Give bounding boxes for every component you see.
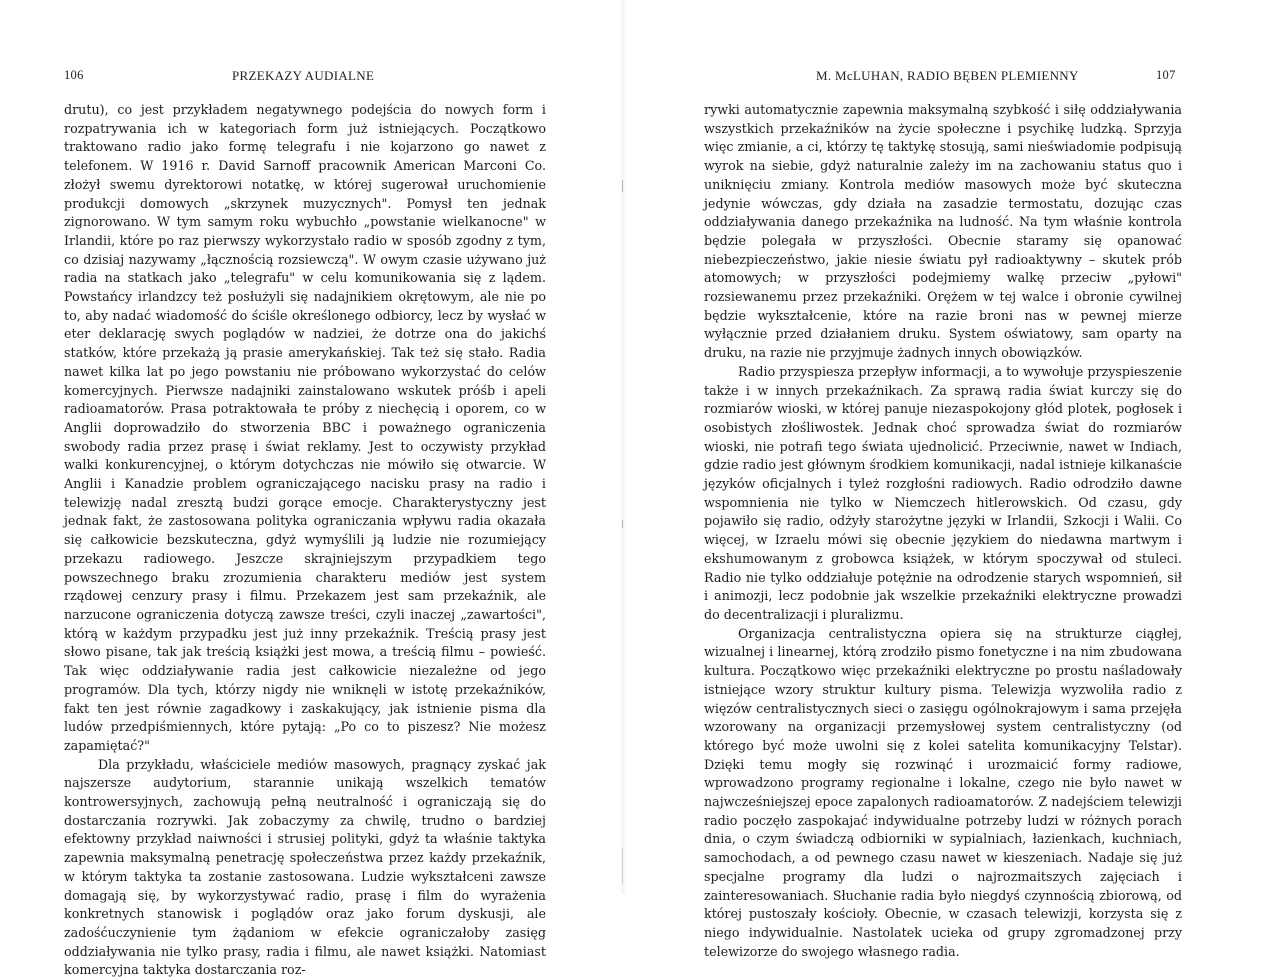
right-paragraph-1: rywki automatycznie zapewnia maksymalną szybkość i siłę oddziaływania wszystkich przekaźników na życie społeczne i psychikę ludzką. Sprzyja więc zmianie, a ci, którzy tę taktykę stosują, sami nieświadomie podpisują wyrok na siebie, gdyż naturalnie zależy im na zachowaniu status quo i uniknięciu zmiany. Kontrola mediów masowych może być skuteczna jedynie wówczas, gdy działa na zasadzie termostatu, dozując czas oddziaływania danego przekaźnika na ludność. Na tym właśnie kontrola będzie polegała w przyszłości. Obecnie staramy się opanować niebezpieczeństwo, jakie niesie światu pył radioaktywny – skutek prób atomowych; w przyszłości podejmiemy walkę przeciw „pyłowi" rozsiewanemu przez przekaźniki. Orężem w tej walce i obronie cywilnej będzie wykształcenie, które na razie broni nas w pewnej mierze wyłącznie przed działaniem druku. System oświatowy, sam oparty na druku, na razie nie przyjmuje żadnych innych obowiązków.: [704, 102, 1182, 361]
gutter-scan-mark: [622, 848, 623, 884]
right-paragraph-3: Organizacja centralistyczna opiera się na strukturze ciągłej, wizualnej i linearnej, którą zrodziło pismo fonetyczne i na nim zbudowana kultura. Początkowo więc przekaźniki elektryczne po prostu naśladowały istniejące wzory struktur kultury pisma. Telewizja wyzwoliła radio z więzów centralistycznych sieci o zasięgu ogólnokrajowym i sama przejęła wzorowany na organizacji przemysłowej system centralistyczny (od którego być może uwolni się z kolei satelita komunikacyjny Telstar). Dzięki temu mogły się rozwinąć i urozmaicić formy radiowe, wprowadzono programy regionalne i lokalne, czego nie było nawet w najwcześniejszej epoce zapalonych radioamatorów. Z nadejściem telewizji radio poczęło zaspokajać indywidualne potrzeby ludzi w różnych porach dnia, o czym świadczą odbiorniki w sypialniach, łazienkach, kuchniach, samochodach, a od pewnego czasu nawet w kieszeniach. Nadaje się już specjalne programy dla ludzi o najrozmaitszych zajęciach i zainteresowaniach. Słuchanie radia było niegdyś czynnością zbiorową, od której pustoszały kościoły. Obecnie, w czasach telewizji, korzysta się z niego indywidualnie. Nastolatek ucieka od grupy zgromadzonej przy telewizorze do swojego własnego radia.: [704, 625, 1182, 959]
right-paragraph-2: Radio przyspiesza przepływ informacji, a to wywołuje przyspieszenie także i w innych przekaźnikach. Za sprawą radia świat kurczy się do rozmiarów wioski, w której panuje niezaspokojony głód plotek, pogłosek i osobistych złośliwostek. Jednak choć sprowadza świat do rozmiarów wioski, nie potrafi tego świata ujednolicić. Przeciwnie, nawet w Indiach, gdzie radio jest głównym środkiem komunikacji, nadal istnieje kilkanaście języków oficjalnych i tyleż rozgłośni radiowych. Radio odrodziło dawne wspomnienia nie tylko w Niemczech hitlerowskich. Od czasu, gdy pojawiło się radio, odżyły starożytne języki w Irlandii, Szkocji i Walii. Co więcej, w Izraelu mówi się obecnie językiem do niedawna martwym i ekshumowanym z grobowca książek, w którym spoczywał od stuleci. Radio nie tylko oddziałuje potężnie na odrodzenie starych wspomnień, sił i animozji, lecz podobnie jak wszelkie przekaźniki elektryczne prowadzi do decentralizacji i pluralizmu.: [704, 363, 1182, 622]
left-running-head: PRZEKAZY AUDIALNE: [232, 68, 375, 83]
gutter-scan-mark: [622, 180, 623, 192]
left-page: [0, 0, 620, 978]
left-text-column: [64, 101, 546, 980]
left-page-number: 106: [64, 68, 84, 82]
right-running-head: M. McLUHAN, RADIO BĘBEN PLEMIENNY: [816, 68, 1079, 83]
right-page-number: 107: [1156, 68, 1176, 82]
right-text-column: [704, 101, 1182, 961]
left-paragraph-1: drutu), co jest przykładem negatywnego podejścia do nowych form i rozpatrywania ich w kategoriach form już istniejących. Początkowo traktowano radio jako formę telegrafu i nie kojarzono go nawet z telefonem. W 1916 r. David Sarnoff pracownik American Marconi Co. złożył swemu dyrektorowi notatkę, w której sugerował uruchomienie produkcji domowych „skrzynek muzycznych". Pomysł ten jednak zignorowano. W tym samym roku wybuchło „powstanie wielkanocne" w Irlandii, które po raz pierwszy wykorzystało radio w sposób zgodny z tym, co dzisiaj nazywamy „łącznością rozsiewczą". W owym czasie używano już radia na statkach jako „telegrafu" w celu komunikowania się z lądem. Powstańcy irlandzcy też posłużyli się nadajnikiem okrętowym, ale nie po to, aby nadać wiadomość do ściśle określonego odbiorcy, lecz by wysłać w eter deklarację swych poglądów w nadziei, że dotrze ona do jakichś statków, które przekażą ją prasie amerykańskiej. Tak też się stało. Radia nawet kilka lat po jego powstaniu nie próbowano wykorzystać do celów komercyjnych. Pierwsze nadajniki zainstalowano wskutek próśb i apeli radioamatorów. Prasa potraktowała te próby z niechęcią i oporem, co w Anglii doprowadziło do stworzenia BBC i poważnego ograniczenia swobody radia przez prasę i świat reklamy. Jest to oczywisty przykład walki konkurencyjnej, o którym dotychczas nie mówiło się otwarcie. W Anglii i Kanadzie problem ograniczającego nacisku prasy na radio i telewizję nadal zresztą budzi gorące emocje. Charakterystyczny jest jednak fakt, że zastosowana polityka ograniczania wpływu radia okazała się całkowicie bezskuteczna, gdyż wymyślili ją ludzie nie rozumiejący przekazu radiowego. Jeszcze skrajniejszym przypadkiem tego powszechnego braku zrozumienia charakteru mediów jest system rządowej cenzury prasy i filmu. Przekazem jest sam przekaźnik, ale narzucone ograniczenia dotyczą zawsze treści, czyli inaczej „zawartości", którą w każdym przypadku jest już inny przekaźnik. Treścią prasy jest słowo pisane, tak jak treścią książki jest mowa, a treścią filmu – powieść. Tak więc oddziaływanie radia jest całkowicie niezależne od jego programów. Dla tych, którzy nigdy nie wniknęli w istotę przekaźników, fakt ten jest równie zagadkowy i zaskakujący, jak istnienie pisma dla ludów przedpiśmiennych, które pytają: „Po co to piszesz? Nie możesz zapamiętać?": [64, 102, 546, 753]
left-paragraph-2: Dla przykładu, właściciele mediów masowych, pragnący zyskać jak najszersze audytorium, starannie unikają wszelkich tematów kontrowersyjnych, zachowują pełną neutralność i ograniczają się do dostarczania rozrywki. Jak zobaczymy za chwilę, trudno o bardziej efektowny przykład naiwności i strusiej polityki, gdyż ta właśnie taktyka zapewnia maksymalną penetrację społeczeństwa przez każdy przekaźnik, w którym taktyka ta zostanie zastosowana. Ludzie wykształceni zawsze domagają się, by wykorzystywać radio, prasę i film do wyrażenia konkretnych stanowisk i poglądów oraz jako forum dyskusji, ale zadośćuczynienie tym żądaniom w efekcie ograniczałoby zasięg oddziaływania nie tylko prasy, radia i filmu, ale nawet książki. Natomiast komercyjna taktyka dostarczania roz-: [64, 756, 546, 978]
gutter-scan-mark: [622, 520, 623, 528]
